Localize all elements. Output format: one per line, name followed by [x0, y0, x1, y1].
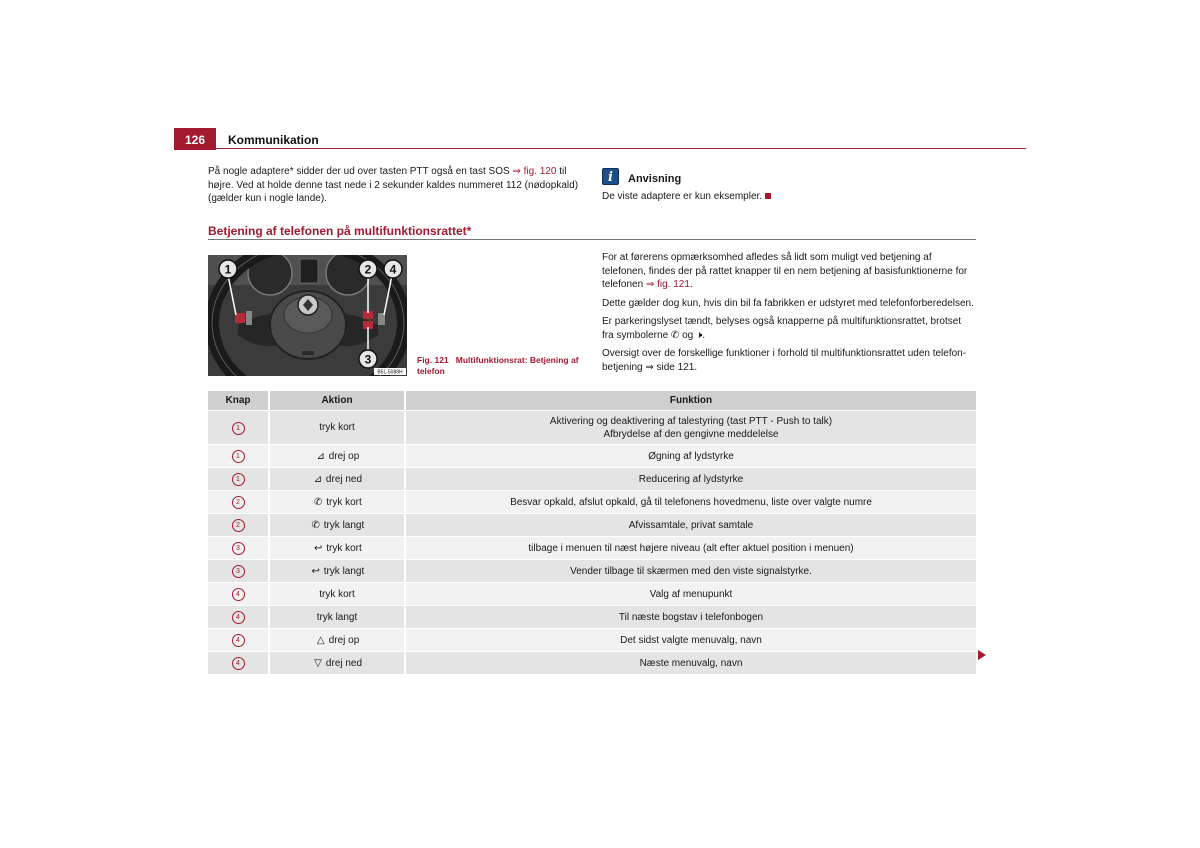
info-icon: i	[602, 168, 619, 185]
paragraph-3	[602, 315, 974, 342]
function-cell: Til næste bogstav i telefonbogen	[405, 606, 976, 629]
knap-badge: 2	[232, 519, 245, 532]
knap-badge: 4	[232, 634, 245, 647]
action-cell	[269, 560, 405, 583]
col-header-knap: Knap	[208, 391, 269, 411]
knap-cell	[208, 445, 269, 468]
action-text: tryk langt	[323, 519, 365, 531]
phone-icon: ✆	[311, 519, 320, 531]
section-heading: Betjening af telefonen på multifunktionsrattet*	[208, 224, 472, 238]
knap-badge: 3	[232, 542, 245, 555]
action-cell	[269, 491, 405, 514]
figure-number: Fig. 121	[417, 355, 449, 365]
steering-wheel-figure	[208, 255, 407, 376]
knap-badge: 1	[232, 473, 245, 486]
action-text: drej ned	[325, 473, 363, 485]
table-row	[208, 514, 976, 537]
function-text-2: Afbrydelse af den gengivne meddelelse	[603, 428, 779, 440]
function-cell: Afvissamtale, privat samtale	[405, 514, 976, 537]
phone-icon: ✆	[314, 496, 323, 508]
phone-icon: ✆	[670, 329, 680, 341]
p1-text-a: For at førerens opmærksomhed afledes så lidt som muligt ved betjening af telefonen, findes der på rattet knapper til en nem betjening af basisfunktionerne for telefonen	[602, 252, 968, 290]
steering-wheel-illustration	[208, 255, 407, 376]
intro-paragraph	[208, 165, 584, 206]
intro-text-b: til højre. Ved at holde denne tast nede i 2 sekunder kaldes nummeret 112 (nødopkald) (gælder kun i nogle lande).	[208, 166, 579, 204]
fig-120-link[interactable]: ⇒ fig. 120	[512, 166, 557, 177]
function-cell: Reducering af lydstyrke	[405, 468, 976, 491]
action-text: drej op	[328, 634, 360, 646]
table-row	[208, 652, 976, 675]
function-cell: tilbage i menuen til næst højere niveau (alt efter aktuel position i menuen)	[405, 537, 976, 560]
action-cell	[269, 468, 405, 491]
knap-cell	[208, 468, 269, 491]
function-cell: Det sidst valgte menuvalg, navn	[405, 629, 976, 652]
p3-text-c: .	[702, 329, 706, 341]
figure-caption	[417, 355, 589, 376]
header-rule	[216, 148, 1026, 149]
action-cell	[269, 629, 405, 652]
knap-cell	[208, 560, 269, 583]
knap-badge: 4	[232, 657, 245, 670]
action-cell	[269, 445, 405, 468]
page-number: 126	[174, 128, 216, 150]
triangle-up-icon: △	[316, 634, 325, 646]
action-text: drej op	[328, 450, 360, 462]
section-title: Kommunikation	[228, 133, 319, 147]
knap-cell	[208, 537, 269, 560]
function-cell: Øgning af lydstyrke	[405, 445, 976, 468]
table-row	[208, 606, 976, 629]
function-cell: Vender tilbage til skærmen med den viste signalstyrke.	[405, 560, 976, 583]
knap-badge: 1	[232, 450, 245, 463]
callout-3: 3	[364, 352, 372, 367]
paragraph-1	[602, 251, 974, 292]
knap-cell	[208, 583, 269, 606]
action-cell	[269, 583, 405, 606]
p3-text-a: Er parkeringslyset tændt, belyses også knapperne på multifunktionsrattet, brotset fra symbolerne	[602, 316, 962, 341]
action-text: tryk kort	[319, 588, 355, 600]
callout-4: 4	[389, 262, 397, 277]
callout-1: 1	[224, 262, 232, 277]
mute-icon: 🕨	[696, 329, 703, 341]
table-row	[208, 629, 976, 652]
heading-rule	[208, 239, 976, 240]
function-cell	[405, 411, 976, 445]
action-text: tryk langt	[316, 611, 358, 623]
table-row	[208, 537, 976, 560]
action-text: tryk langt	[323, 565, 365, 577]
end-square-icon	[765, 193, 771, 199]
function-text: Aktivering og deaktivering af talestyring (tast PTT - Push to talk)	[549, 415, 833, 427]
action-text: tryk kort	[326, 496, 362, 508]
table-row	[208, 491, 976, 514]
volume-up-icon: ⊿	[316, 450, 325, 462]
note-body: De viste adaptere er kun eksempler.	[602, 191, 763, 202]
paragraph-4: Oversigt over de forskellige funktioner i forhold til multifunktionsrattet uden telefonbetjening ⇒ side 121.	[602, 348, 967, 373]
function-cell: Besvar opkald, afslut opkald, gå til telefonens hovedmenu, liste over valgte numre	[405, 491, 976, 514]
fig-121-link[interactable]: ⇒ fig. 121	[645, 279, 690, 290]
callout-2: 2	[364, 262, 372, 277]
figure-code: B5L-5088H	[377, 369, 403, 376]
col-header-aktion: Aktion	[269, 391, 405, 411]
knap-badge: 4	[232, 588, 245, 601]
table-row	[208, 583, 976, 606]
paragraph-2: Dette gælder dog kun, hvis din bil fa fabrikken er udstyret med telefonforberedelsen.	[602, 297, 974, 309]
back-arrow-icon: ↩	[314, 542, 323, 554]
triangle-down-icon: ▽	[314, 657, 322, 669]
note-text	[602, 190, 972, 204]
function-table	[208, 391, 976, 674]
right-column	[602, 251, 974, 379]
action-cell	[269, 411, 405, 445]
action-text: tryk kort	[319, 422, 355, 433]
table-row	[208, 411, 976, 445]
intro-text-a: På nogle adaptere* sidder der ud over tasten PTT også en tast SOS	[208, 166, 513, 177]
action-text: drej ned	[325, 657, 363, 669]
knap-cell	[208, 491, 269, 514]
table-row	[208, 445, 976, 468]
figure-caption-text: Multifunktionsrat: Betjening af telefon	[417, 355, 579, 376]
knap-badge: 2	[232, 496, 245, 509]
knap-cell	[208, 411, 269, 445]
col-header-funktion: Funktion	[405, 391, 976, 411]
action-cell	[269, 652, 405, 675]
function-cell: Valg af menupunkt	[405, 583, 976, 606]
knap-badge: 1	[232, 422, 245, 435]
p1-text-b: .	[689, 279, 693, 290]
knap-cell	[208, 652, 269, 675]
table-header-row	[208, 391, 976, 411]
back-arrow-icon: ↩	[311, 565, 320, 577]
knap-cell	[208, 514, 269, 537]
knap-badge: 3	[232, 565, 245, 578]
knap-cell	[208, 629, 269, 652]
table-row	[208, 468, 976, 491]
action-cell	[269, 514, 405, 537]
action-cell	[269, 537, 405, 560]
action-text: tryk kort	[326, 542, 362, 554]
knap-cell	[208, 606, 269, 629]
function-cell: Næste menuvalg, navn	[405, 652, 976, 675]
volume-down-icon: ⊿	[313, 473, 323, 485]
knap-badge: 4	[232, 611, 245, 624]
p3-text-b: og	[679, 329, 696, 341]
table-row	[208, 560, 976, 583]
action-cell	[269, 606, 405, 629]
note-title: Anvisning	[628, 173, 682, 185]
next-page-arrow-icon	[978, 650, 986, 660]
